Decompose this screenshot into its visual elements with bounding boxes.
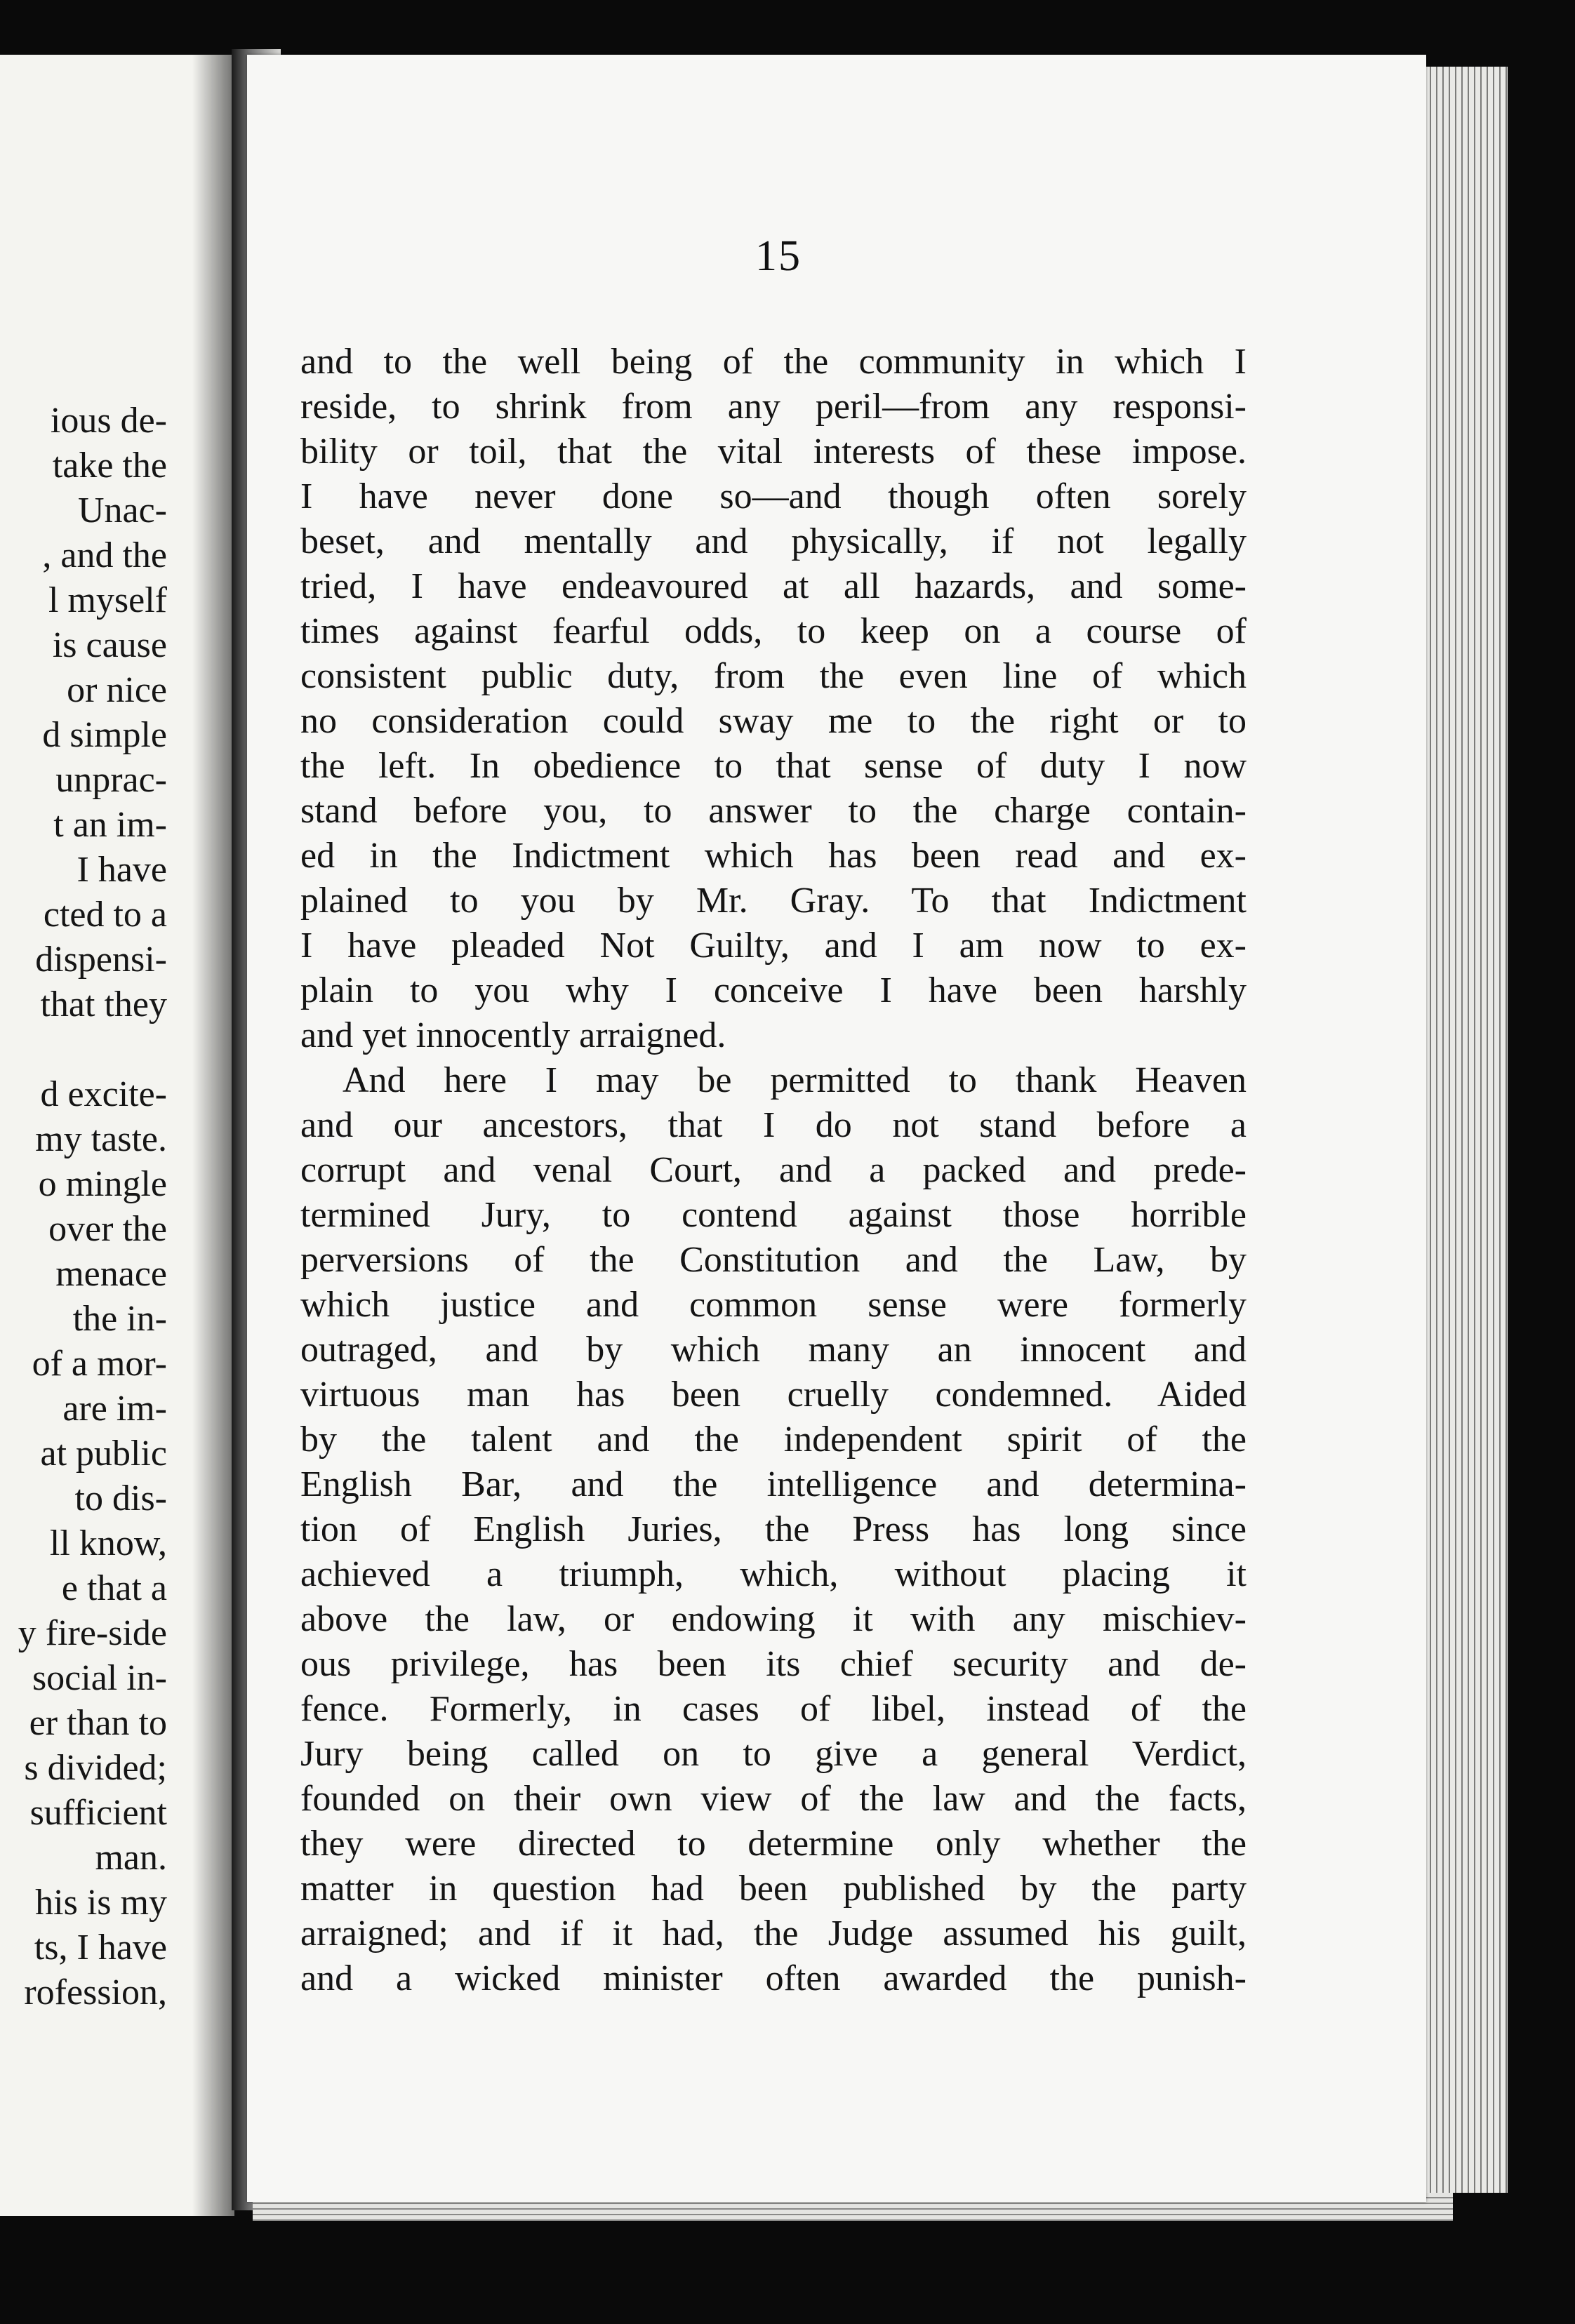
text-line: founded on their own view of the law and the facts, (300, 1779, 1247, 1819)
left-line: the in- (72, 1299, 167, 1339)
left-line: y fire-side (18, 1613, 167, 1653)
left-line: my taste. (35, 1119, 167, 1159)
text-line: stand before you, to answer to the charge contain- (300, 791, 1247, 831)
text-line: by the talent and the independent spirit of the (300, 1420, 1247, 1460)
gutter-shadow (192, 55, 234, 2216)
text-line: reside, to shrink from any peril—from any responsi- (300, 387, 1247, 427)
left-facing-page (0, 55, 234, 2216)
text-line: corrupt and venal Court, and a packed and prede- (300, 1150, 1247, 1190)
text-line: virtuous man has been cruelly condemned. Aided (300, 1375, 1247, 1415)
text-line: English Bar, and the intelligence and determina- (300, 1464, 1247, 1504)
text-line: perversions of the Constitution and the Law, by (300, 1240, 1247, 1280)
left-line: , and the (42, 535, 167, 575)
left-line: s divided; (24, 1748, 167, 1788)
text-line: no consideration could sway me to the right or to (300, 701, 1247, 741)
text-line: bility or toil, that the vital interests of these impose. (300, 432, 1247, 472)
left-line: social in- (32, 1658, 167, 1698)
text-line: fence. Formerly, in cases of libel, instead of the (300, 1689, 1247, 1729)
left-line: menace (55, 1254, 167, 1294)
left-line: o mingle (38, 1164, 167, 1204)
left-line: over the (48, 1209, 167, 1249)
left-line: er than to (29, 1703, 167, 1743)
text-line: matter in question had been published by the party (300, 1869, 1247, 1909)
text-line: and a wicked minister often awarded the punish- (300, 1958, 1247, 1998)
left-line: t an im- (53, 805, 167, 845)
left-line: d simple (42, 715, 167, 755)
left-line: are im- (62, 1389, 167, 1429)
left-line: e that a (61, 1568, 167, 1608)
text-line: plained to you by Mr. Gray. To that Indictment (300, 881, 1247, 921)
text-line: termined Jury, to contend against those horrible (300, 1195, 1247, 1235)
text-line: the left. In obedience to that sense of duty I now (300, 746, 1247, 786)
text-line: beset, and mentally and physically, if not legally (300, 521, 1247, 561)
left-line: unprac- (55, 760, 167, 800)
left-line: of a mor- (32, 1344, 167, 1384)
left-line: ious de- (50, 401, 167, 441)
text-line: plain to you why I conceive I have been harshly (300, 970, 1247, 1010)
text-line: and yet innocently arraigned. (300, 1015, 726, 1055)
left-line: ts, I have (34, 1928, 167, 1968)
left-line: man. (95, 1838, 167, 1878)
text-line: I have pleaded Not Guilty, and I am now to ex- (300, 926, 1247, 966)
left-line: ll know, (49, 1523, 167, 1563)
text-line: And here I may be permitted to thank Heaven (343, 1060, 1247, 1100)
left-line: dispensi- (35, 940, 167, 980)
text-line: arraigned; and if it had, the Judge assumed his guilt, (300, 1914, 1247, 1954)
left-line: rofession, (24, 1972, 167, 2012)
left-line: l myself (48, 580, 167, 620)
left-line: Unac- (77, 490, 167, 530)
text-line: consistent public duty, from the even line of which (300, 656, 1247, 696)
text-line: and to the well being of the community in which I (300, 342, 1247, 382)
left-line: is cause (52, 625, 167, 665)
text-line: tion of English Juries, the Press has long since (300, 1509, 1247, 1549)
text-line: Jury being called on to give a general Verdict, (300, 1734, 1247, 1774)
text-line: I have never done so—and though often sorely (300, 476, 1247, 516)
text-line: times against fearful odds, to keep on a course of (300, 611, 1247, 651)
left-line: at public (40, 1434, 167, 1474)
text-line: achieved a triumph, which, without placing it (300, 1554, 1247, 1594)
left-line: cted to a (43, 895, 167, 935)
left-line: I have (77, 850, 167, 890)
text-line: tried, I have endeavoured at all hazards, and some- (300, 566, 1247, 606)
text-line: and our ancestors, that I do not stand before a (300, 1105, 1247, 1145)
text-line: ous privilege, has been its chief security and de- (300, 1644, 1247, 1684)
left-line: his is my (35, 1883, 167, 1923)
left-line: or nice (67, 670, 167, 710)
text-line: above the law, or endowing it with any mischiev- (300, 1599, 1247, 1639)
left-line: d excite- (40, 1074, 167, 1114)
page-number: 15 (755, 232, 802, 280)
left-line: that they (40, 984, 167, 1024)
text-line: ed in the Indictment which has been read and ex- (300, 836, 1247, 876)
page-stack-edge (1425, 67, 1508, 2193)
left-line: take the (52, 446, 167, 486)
left-line: to dis- (74, 1478, 167, 1518)
left-line: sufficient (29, 1793, 167, 1833)
text-line: which justice and common sense were formerly (300, 1285, 1247, 1325)
text-line: outraged, and by which many an innocent and (300, 1330, 1247, 1370)
text-line: they were directed to determine only whether the (300, 1824, 1247, 1864)
